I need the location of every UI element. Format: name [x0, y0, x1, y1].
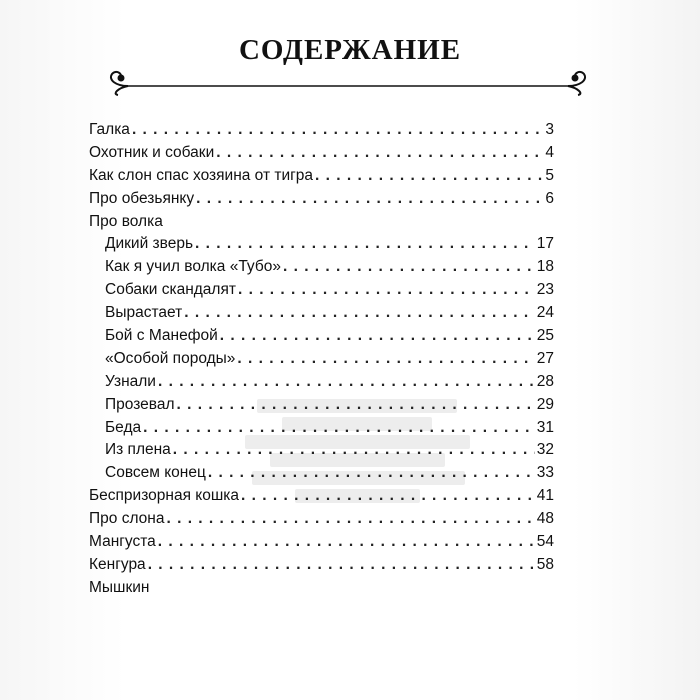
dot-leader — [143, 417, 535, 439]
dot-leader — [195, 233, 535, 255]
dot-leader — [220, 325, 535, 347]
dot-leader — [177, 394, 535, 416]
toc-entry-title: «Особой породы» — [105, 349, 236, 367]
toc-entry-title: Беда — [105, 418, 142, 436]
toc-entry-title: Про волка — [89, 212, 163, 230]
toc-entry-page: 32 — [536, 441, 554, 459]
dot-leader — [158, 371, 535, 393]
toc-entry-page: 31 — [536, 418, 554, 436]
toc-entry-title: Кенгура — [89, 555, 146, 573]
toc-entry-title: Про обезьянку — [89, 189, 195, 207]
toc-entry-page: 54 — [536, 533, 554, 551]
toc-entry — [89, 394, 554, 417]
toc-entry-page: 6 — [545, 189, 554, 207]
toc-entry-title: Совсем конец — [105, 464, 206, 482]
toc-entry-page: 41 — [536, 487, 554, 505]
left-flourish-icon — [111, 72, 128, 95]
toc-entry — [89, 302, 554, 325]
dot-leader — [166, 508, 534, 530]
toc-entry-title: Как слон спас хозяина от тигра — [89, 166, 314, 184]
toc-entry-title: Мангуста — [89, 533, 156, 551]
toc-entry — [89, 531, 554, 554]
toc-entry-page: 58 — [536, 555, 554, 573]
toc-entry — [89, 554, 554, 577]
toc-entry-title: Мышкин — [89, 578, 150, 596]
dot-leader — [208, 462, 535, 484]
dot-leader — [216, 142, 543, 164]
toc-entry-page: 33 — [536, 464, 554, 482]
ornamental-rule — [98, 70, 598, 96]
toc-entry-page: 5 — [545, 166, 554, 184]
toc-entry — [89, 325, 554, 348]
toc-entry-title: Беспризорная кошка — [89, 487, 240, 505]
toc-entry — [89, 256, 554, 279]
toc-entry — [89, 417, 554, 440]
toc-entry — [89, 119, 554, 142]
toc-entry-page: 18 — [536, 258, 554, 276]
dot-leader — [196, 188, 543, 210]
toc-entry-title: Про слона — [89, 510, 165, 528]
toc-entry — [89, 439, 554, 462]
toc-entry-title: Как я учил волка «Тубо» — [105, 258, 281, 276]
toc-entry-title: Бой с Манефой — [105, 327, 218, 345]
toc-entry — [89, 485, 554, 508]
toc-entry-title: Галка — [89, 121, 130, 138]
toc-entry — [89, 188, 554, 211]
toc-entry-title: Охотник и собаки — [89, 143, 215, 161]
toc-entry-title: Прозевал — [105, 395, 175, 413]
dot-leader — [238, 279, 535, 301]
dot-leader — [148, 554, 535, 576]
toc-entry — [89, 577, 554, 600]
toc-entry — [89, 142, 554, 165]
toc-entry — [89, 462, 554, 485]
dot-leader — [132, 119, 543, 141]
page-title: СОДЕРЖАНИЕ — [238, 34, 462, 66]
dot-leader — [283, 256, 535, 278]
toc-entry-page: 25 — [536, 327, 554, 345]
toc-entry — [89, 371, 554, 394]
toc-entry-title: Узнали — [105, 372, 156, 390]
dot-leader — [158, 531, 535, 553]
toc-entry-page: 24 — [536, 304, 554, 322]
toc-entry-title: Из плена — [105, 441, 171, 459]
toc-entry-page: 3 — [545, 121, 554, 138]
toc-entry-page: 4 — [545, 143, 554, 161]
dot-leader — [173, 439, 535, 461]
toc-entry-page: 17 — [536, 235, 554, 253]
table-of-contents — [89, 119, 554, 600]
toc-entry-page: 23 — [536, 281, 554, 299]
toc-entry-page: 28 — [536, 372, 554, 390]
toc-entry-page: 27 — [536, 349, 554, 367]
dot-leader — [237, 348, 534, 370]
right-flourish-icon — [568, 72, 585, 95]
toc-entry-title: Вырастает — [105, 304, 183, 322]
toc-entry — [89, 233, 554, 256]
toc-entry — [89, 508, 554, 531]
toc-entry — [89, 211, 554, 234]
toc-entry-page: 29 — [536, 395, 554, 413]
toc-entry-title: Собаки скандалят — [105, 281, 236, 299]
toc-entry — [89, 279, 554, 302]
dot-leader — [315, 165, 543, 187]
toc-entry — [89, 348, 554, 371]
toc-entry-title: Дикий зверь — [105, 235, 194, 253]
toc-entry-page: 48 — [536, 510, 554, 528]
dot-leader — [241, 485, 535, 507]
toc-entry — [89, 165, 554, 188]
dot-leader — [184, 302, 535, 324]
